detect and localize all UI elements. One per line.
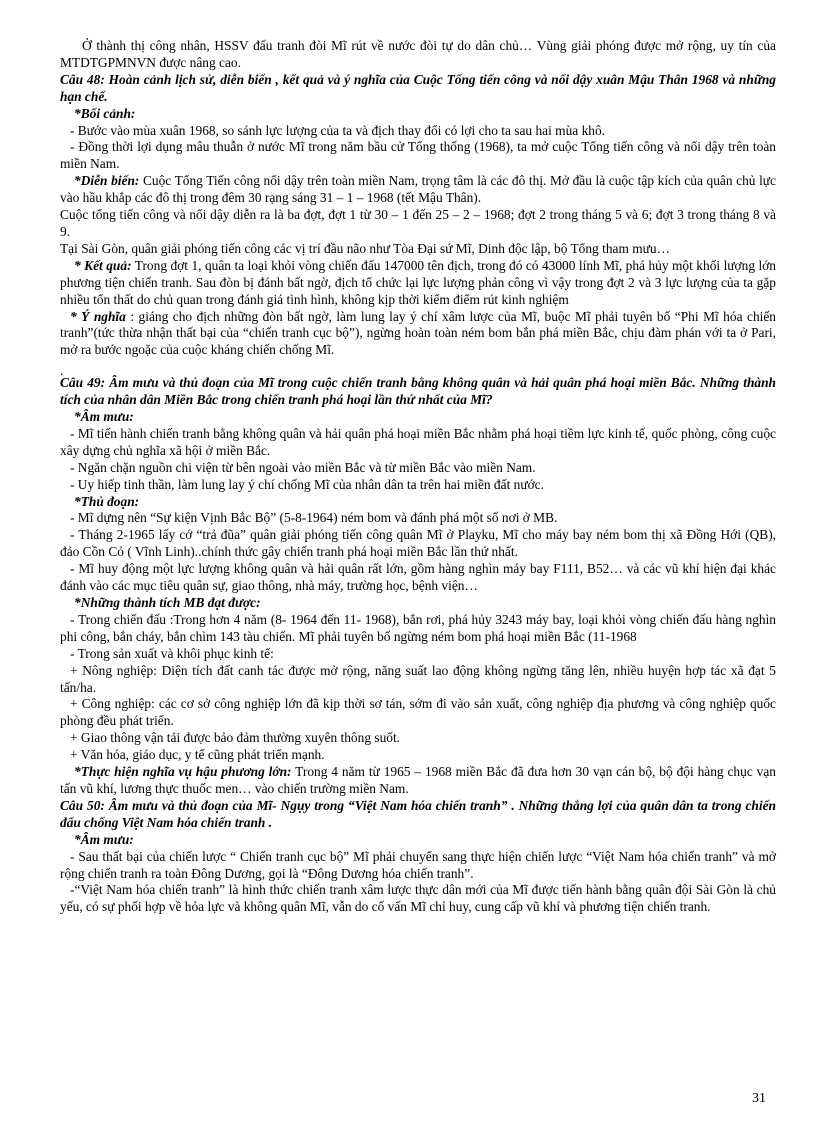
q49-tactic-2: - Tháng 2-1965 lấy cớ “trả đũa” quân giải phóng tiến công quân Mĩ ở Playku, Mĩ cho máy bay ném bom thị xã Đồng Hới (QB), đảo Cồn Cỏ ( Vĩnh Linh)..chính thức gây chiến tranh phá hoại miền Bắc lần thứ nhất. [60,527,776,560]
q49-tactic-label-line [60,494,776,511]
q49-achieve-2: - Trong sản xuất và khôi phục kinh tế: [70,645,274,661]
q49-plot-3: - Uy hiếp tinh thần, làm lung lay ý chí chống Mĩ của nhân dân ta trên hai miền đất nước. [70,476,544,492]
q48-context-label-line [60,106,776,123]
q48-context-1: - Bước vào mùa xuân 1968, so sánh lực lượng của ta và địch thay đổi có lợi cho ta sau hai mùa khô. [70,122,605,138]
q48-development [60,173,776,207]
document-page [60,38,776,916]
q49-plot-label: *Âm mưu: [74,409,134,425]
q49-achieve-5: + Giao thông vận tải được bảo đảm thường xuyên thông suốt. [70,730,401,746]
q49-achieve-4: + Công nghiệp: các cơ sở công nghiệp lớn đã kịp thời sơ tán, sớm đi vào sản xuất, công nghiệp địa phương và công nghiệp quốc phòng đều phát triển. [60,696,776,729]
q50-plot-1: - Sau thất bại của chiến lược “ Chiến tranh cục bộ” Mĩ phải chuyển sang thực hiện chiến lược “Việt Nam hóa chiến tranh” và mở rộng chiến tranh ra toàn Đông Dương, gọi là “Đông Dương hóa chiến tranh”. [60,848,776,881]
q48-result-label: * Kết quả: [74,257,132,273]
q48-development-3: Tại Sài Gòn, quân giải phóng tiến công các vị trí đầu não như Tòa Đại sứ Mĩ, Dinh độc lập, bộ Tổng tham mưu… [60,240,670,256]
q50-plot-label-line [60,832,776,849]
q50-plot-2: -“Việt Nam hóa chiến tranh” là hình thức chiến tranh xâm lược thực dân mới của Mĩ được tiến hành bằng quân đội Sài Gòn là chủ yếu, có sự phối hợp về hỏa lực và không quân Mĩ, vẫn do cố vấn Mĩ chỉ huy, cung cấp vũ khí và phương tiện chiến tranh. [60,882,776,915]
question-50-heading: Câu 50: Âm mưu và thủ đoạn của Mĩ- Ngụy trong “Việt Nam hóa chiến tranh” . Những thắng lợi của quân dân ta trong chiến đấu chống Việt Nam hóa chiến tranh . [60,797,776,830]
question-48-heading: Câu 48: Hoàn cảnh lịch sử, diễn biến , kết quả và ý nghĩa của Cuộc Tổng tiến công và nổi dậy xuân Mậu Thân 1968 và những hạn chế. [60,71,776,104]
q48-meaning [60,309,776,360]
page-number: 31 [752,1091,766,1106]
q48-context-label: *Bối cảnh: [74,105,136,121]
q49-achieve-label-line [60,595,776,612]
q49-plot-2: - Ngăn chặn nguồn chi viện từ bên ngoài vào miền Bắc và từ miền Bắc vào miền Nam. [70,459,536,475]
q49-duty [60,764,776,798]
q48-result [60,258,776,309]
question-49-heading: Câu 49: Âm mưu và thủ đoạn của Mĩ trong cuộc chiến tranh bằng không quân và hải quân phá hoại miền Bắc. Những thành tích của nhân dân Miền Bắc trong chiến tranh phá hoại lần thứ nhất của Mĩ? [60,375,776,408]
q49-duty-label: *Thực hiện nghĩa vụ hậu phương lớn: [74,764,292,780]
stray-dot: . [60,363,64,379]
q49-tactic-3: - Mĩ huy động một lực lượng không quân và hải quân rất lớn, gồm hàng nghìn máy bay F111, B52… và các vũ khí hiện đại khác đánh vào các mục tiêu quân sự, giao thông, nhà máy, trường học, bệnh viện… [60,561,776,594]
q48-meaning-text: : giáng cho địch những đòn bất ngờ, làm lung lay ý chí xâm lược của Mĩ, buộc Mĩ phải tuyên bố “Phi Mĩ hóa chiến tranh”(tức thừa nhận thất bại của “chiến tranh cục bộ”), ngừng hoàn toàn ném bom bắn phá miền Bắc, chịu đàm phán với ta ở Pari, mở ra bước ngoặc của cuộc kháng chiến chống Mĩ. [60,308,776,358]
q49-tactic-1: - Mĩ dựng nên “Sự kiện Vịnh Bắc Bộ” (5-8-1964) ném bom và đánh phá một số nơi ở MB. [70,510,558,526]
q49-achieve-6: + Văn hóa, giáo dục, y tế cũng phát triển mạnh. [70,747,325,763]
q48-meaning-label: * Ý nghĩa [70,308,126,324]
q49-duty-text: Trong 4 năm từ 1965 – 1968 miền Bắc đã đưa hơn 30 vạn cán bộ, bộ đội hàng chục vạn tấn vũ khí, lương thực thuốc men… vào chiến trường miền Nam. [60,764,776,796]
q49-plot-label-line [60,409,776,426]
q49-achieve-1: - Trong chiến đấu :Trong hơn 4 năm (8- 1964 đến 11- 1968), bắn rơi, phá hủy 3243 máy bay, loại khỏi vòng chiến đấu hàng nghìn phi công, bắn cháy, bắn chìm 143 tàu chiến. Mĩ phải tuyên bố ngừng ném bom phá hoại miền Bắc (11-1968 [60,611,776,644]
q49-achieve-3: + Nông nghiệp: Diện tích đất canh tác được mở rộng, năng suất lao động không ngừng tăng lên, nhiều huyện hợp tác xã đạt 5 tấn/ha. [60,662,776,695]
q49-achieve-label: *Những thành tích MB đạt được: [74,595,261,610]
q48-context-2: - Đồng thời lợi dụng mâu thuẫn ở nước Mĩ trong năm bầu cử Tổng thống (1968), ta mở cuộc Tổng tiến công và nổi dậy trên toàn miền Nam. [60,139,776,172]
q48-dev-label: *Diễn biến: [74,173,140,189]
q49-tactic-label: *Thủ đoạn: [74,493,140,509]
q50-plot-label: *Âm mưu: [74,831,134,847]
q48-result-text: Trong đợt 1, quân ta loại khỏi vòng chiến đấu 147000 tên địch, trong đó có 43000 lính Mĩ, phá hủy một khối lượng lớn phương tiện chiến tranh. Sau đòn bị đánh bất ngờ, địch tổ chức lại lực lượng phản công vì vậy trong đợt 2 và 3 lực lượng của ta gặp nhiều tổn thất do chủ quan trong đánh giá tình hình, không kịp thời kiểm điểm rút kinh nghiệm [60,257,776,307]
q49-plot-1: - Mĩ tiến hành chiến tranh bằng không quân và hải quân phá hoại miền Bắc nhằm phá hoại tiềm lực kinh tế, quốc phòng, công cuộc xây dựng chủ nghĩa xã hội ở miền Bắc. [60,425,776,458]
intro-paragraph: Ở thành thị công nhân, HSSV đấu tranh đòi Mĩ rút về nước đòi tự do dân chủ… Vùng giải phóng được mở rộng, uy tín của MTDTGPMNVN được nâng cao. [60,38,776,70]
q48-dev-text: Cuộc Tổng Tiến công nổi dậy trên toàn miền Nam, trọng tâm là các đô thị. Mở đầu là cuộc tập kích của quân chủ lực vào hầu khắp các đô thị trong đêm 30 rạng sáng 31 – 1 – 1968 (tết Mậu Thân). [60,173,776,206]
q48-development-2: Cuộc tổng tiến công và nổi dậy diễn ra là ba đợt, đợt 1 từ 30 – 1 đến 25 – 2 – 1968; đợt 2 trong tháng 5 và 6; đợt 3 trong tháng 8 và 9. [60,207,776,239]
spacer [60,359,776,367]
